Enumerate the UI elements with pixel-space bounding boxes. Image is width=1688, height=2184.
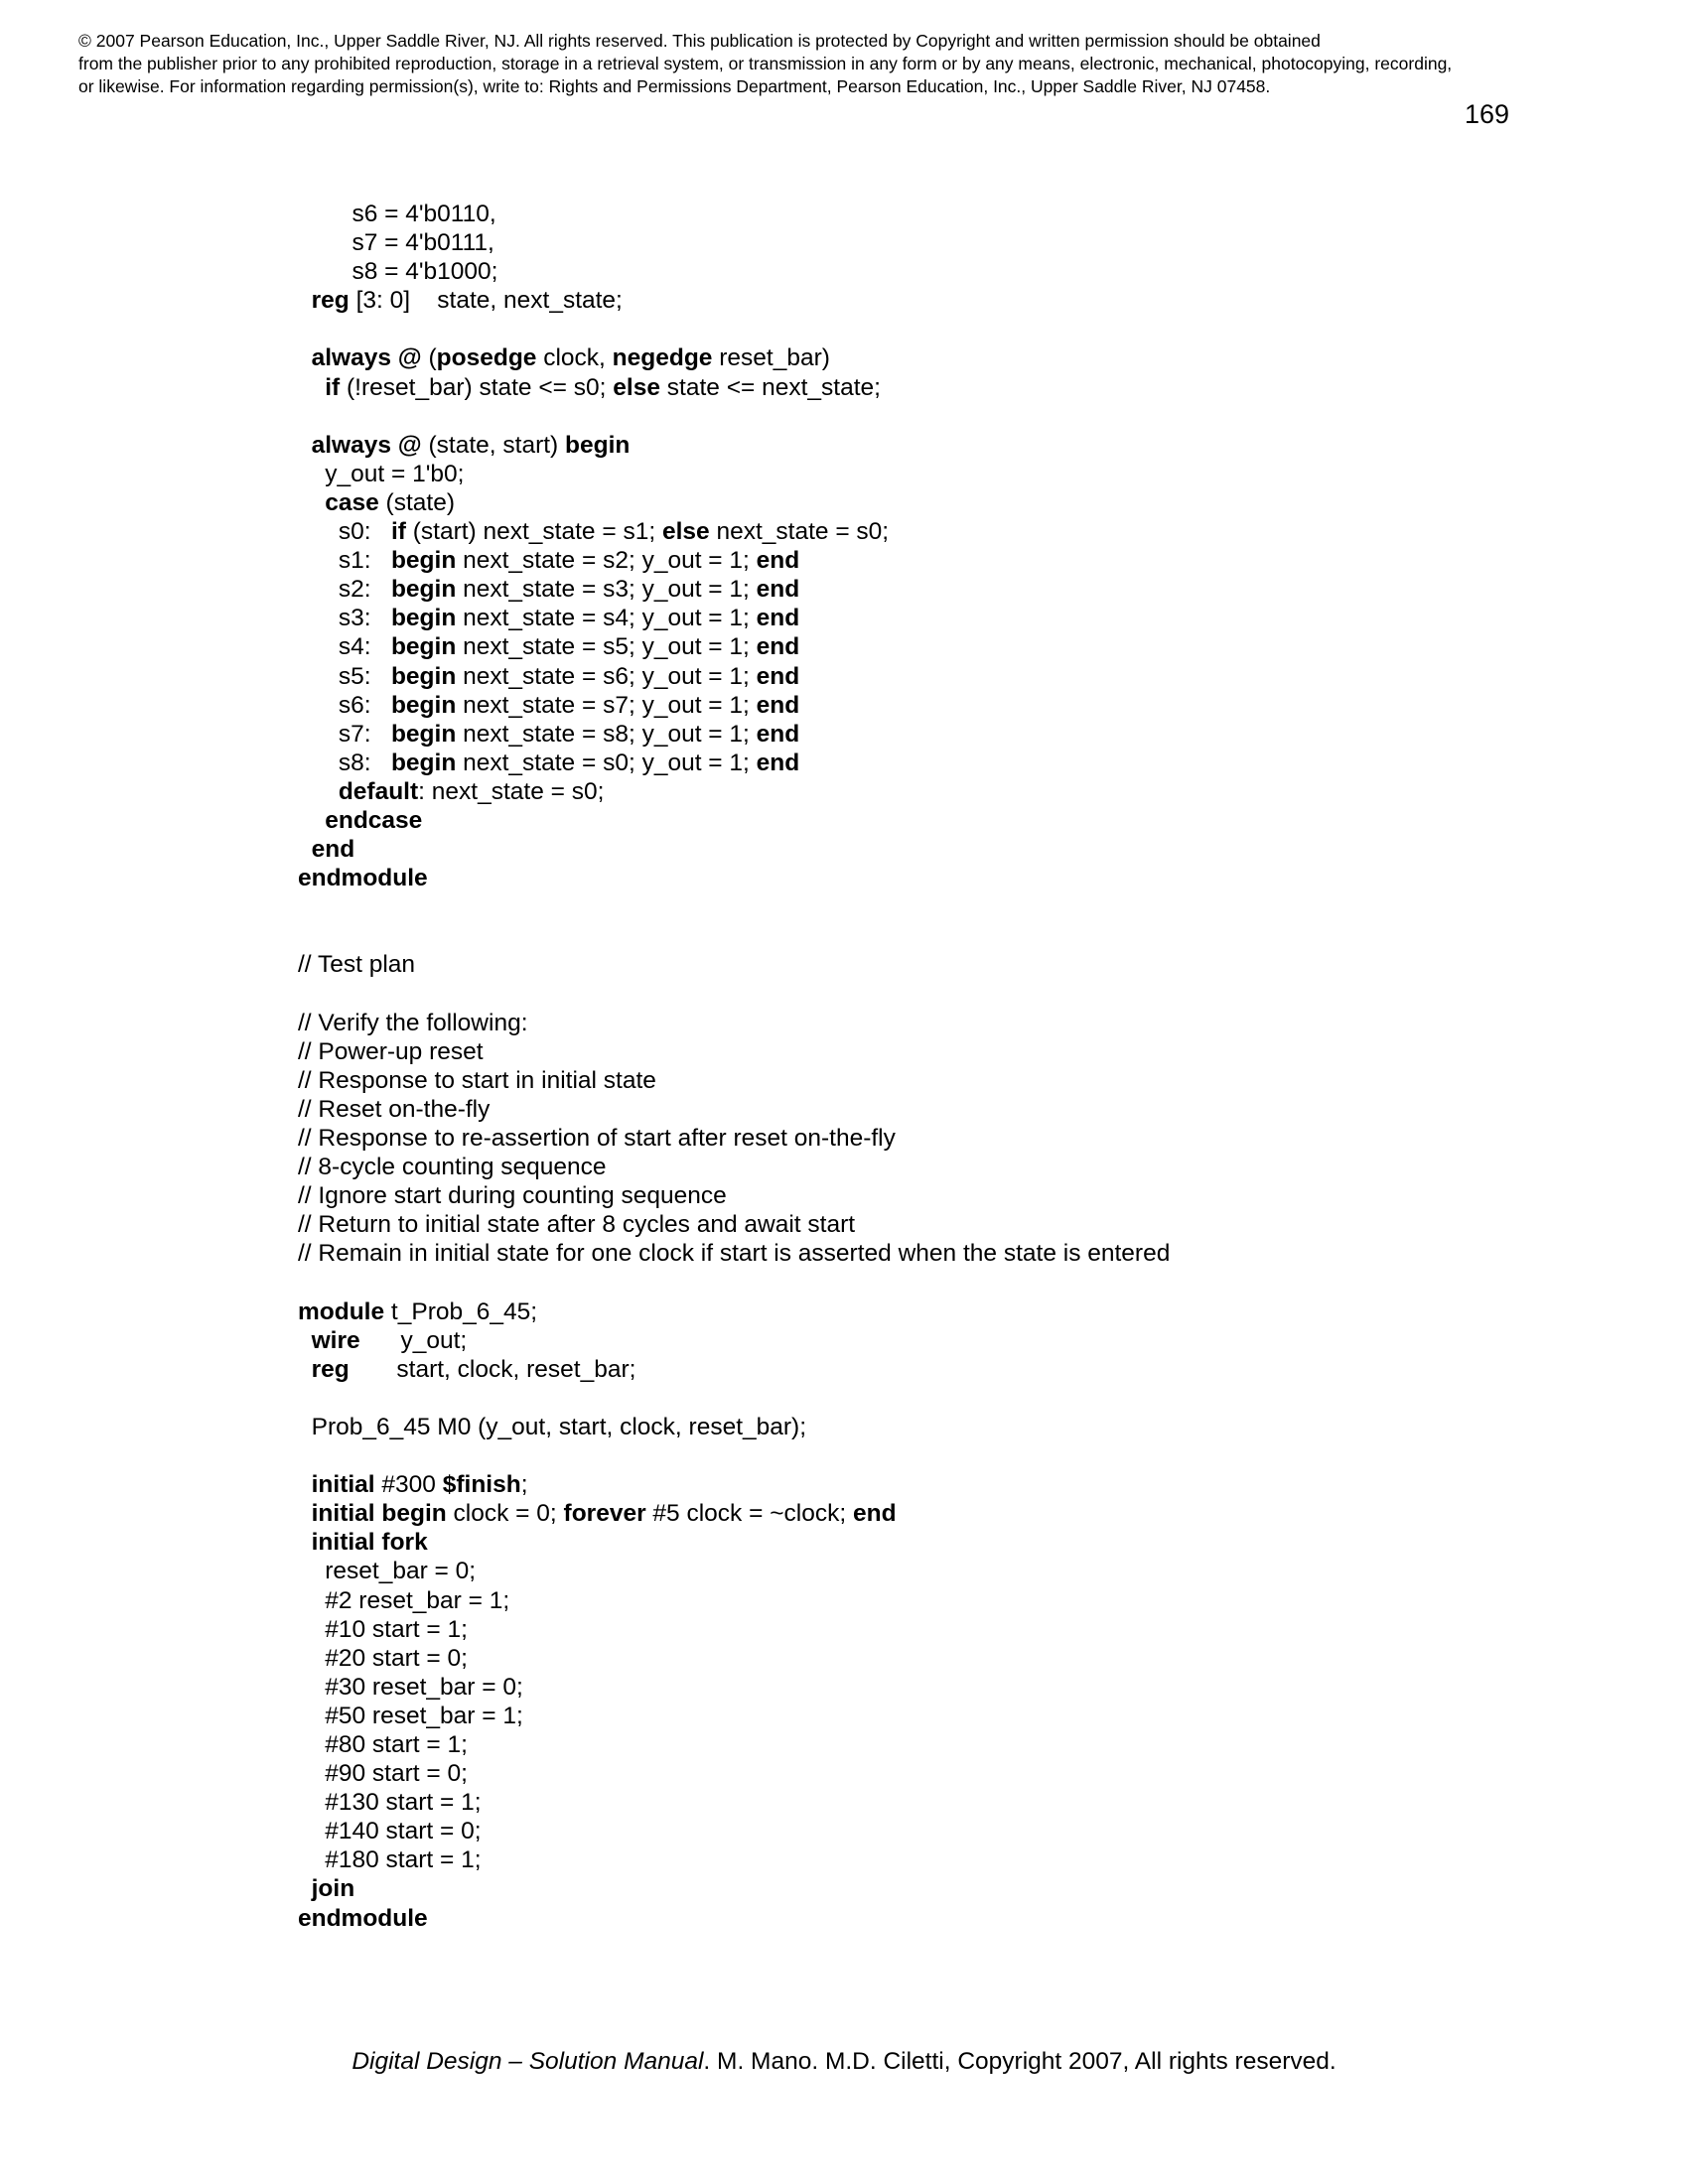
- code-keyword: begin: [565, 431, 631, 459]
- code-keyword: end: [852, 1500, 897, 1528]
- copyright-notice: [78, 30, 1627, 98]
- code-keyword: if: [325, 373, 341, 401]
- code-text: #10 start = 1;: [298, 1615, 468, 1643]
- code-keyword: else: [661, 518, 710, 546]
- code-keyword: end: [756, 662, 800, 690]
- code-keyword: begin: [390, 633, 457, 661]
- code-keyword: posedge: [436, 344, 537, 372]
- code-line: [298, 1326, 1170, 1355]
- code-line: [298, 1845, 1170, 1874]
- code-line: [298, 1904, 1170, 1933]
- code-line: [298, 1817, 1170, 1845]
- code-line: [298, 1586, 1170, 1615]
- code-text: [298, 489, 325, 516]
- code-line: [298, 1644, 1170, 1673]
- code-keyword: initial: [311, 1471, 375, 1499]
- code-text: next_state = s7; y_out = 1;: [456, 691, 757, 719]
- code-text: s4:: [298, 633, 391, 661]
- code-text: #2 reset_bar = 1;: [298, 1586, 510, 1614]
- code-text: ;: [520, 1471, 528, 1499]
- code-line: [298, 1673, 1170, 1702]
- code-text: [298, 1327, 312, 1354]
- copyright-line-3: or likewise. For information regarding permission(s), write to: Rights and Permissions Department, Pearson Education, Inc., Upper Saddle River, NJ 07458.: [78, 76, 1271, 96]
- code-text: y_out = 1'b0;: [298, 460, 465, 487]
- code-text: s1:: [298, 547, 391, 575]
- code-keyword: end: [756, 749, 800, 776]
- code-line: [298, 1009, 1170, 1037]
- code-line: [298, 402, 1170, 431]
- code-keyword: begin: [390, 749, 457, 776]
- code-keyword: end: [756, 605, 800, 632]
- code-text: #90 start = 0;: [298, 1760, 468, 1788]
- code-text: t_Prob_6_45;: [384, 1297, 538, 1325]
- code-text: Prob_6_45 M0 (y_out, start, clock, reset_bar);: [298, 1413, 807, 1440]
- code-line: [298, 1153, 1170, 1181]
- code-text: // Response to re-assertion of start after reset on-the-fly: [298, 1125, 896, 1152]
- code-text: (!reset_bar) state <= s0;: [340, 373, 614, 401]
- code-text: reset_bar = 0;: [298, 1558, 477, 1585]
- code-line: [298, 460, 1170, 488]
- code-text: s7:: [298, 720, 391, 748]
- code-line: [298, 892, 1170, 921]
- code-line: [298, 1239, 1170, 1268]
- code-keyword: negedge: [612, 344, 713, 372]
- code-keyword: end: [756, 633, 800, 661]
- code-line: [298, 604, 1170, 632]
- code-keyword: endcase: [325, 806, 423, 834]
- code-line: [298, 980, 1170, 1009]
- code-line: [298, 343, 1170, 372]
- code-line: [298, 806, 1170, 835]
- code-text: next_state = s2; y_out = 1;: [456, 547, 757, 575]
- code-line: [298, 1730, 1170, 1759]
- verilog-code-block: [298, 200, 1170, 1933]
- code-text: s6:: [298, 691, 391, 719]
- code-line: [298, 1441, 1170, 1470]
- code-keyword: module: [298, 1297, 385, 1325]
- code-line: [298, 228, 1170, 257]
- code-text: // Verify the following:: [298, 1009, 528, 1036]
- code-text: s8 = 4'b1000;: [298, 258, 498, 286]
- code-line: [298, 1788, 1170, 1817]
- footer-book-title: Digital Design – Solution Manual: [352, 2048, 704, 2075]
- code-line: [298, 864, 1170, 892]
- code-text: #50 reset_bar = 1;: [298, 1702, 523, 1729]
- copyright-line-2: from the publisher prior to any prohibited reproduction, storage in a retrieval system, or transmission in any form or by any means, electronic, mechanical, photocopying, recording,: [78, 54, 1453, 73]
- code-keyword: end: [756, 547, 800, 575]
- code-text: #5 clock = ~clock;: [645, 1500, 853, 1528]
- footer-credits: . M. Mano. M.D. Ciletti, Copyright 2007, All rights reserved.: [703, 2048, 1336, 2075]
- code-text: next_state = s8; y_out = 1;: [456, 720, 757, 748]
- code-line: [298, 1874, 1170, 1903]
- code-line: [298, 1528, 1170, 1557]
- code-keyword: begin: [390, 547, 457, 575]
- code-line: [298, 1095, 1170, 1124]
- code-text: [298, 778, 339, 805]
- code-text: (: [421, 344, 437, 372]
- code-keyword: join: [311, 1875, 355, 1903]
- footer: [0, 2048, 1688, 2076]
- code-keyword: end: [756, 576, 800, 604]
- code-text: (start) next_state = s1;: [405, 518, 662, 546]
- code-keyword: begin: [390, 605, 457, 632]
- code-text: y_out;: [359, 1326, 468, 1354]
- code-keyword: else: [613, 373, 660, 401]
- code-text: s6 = 4'b0110,: [298, 201, 496, 227]
- code-line: [298, 1702, 1170, 1730]
- code-text: [298, 1500, 312, 1527]
- code-text: #30 reset_bar = 0;: [298, 1673, 523, 1701]
- code-line: [298, 517, 1170, 546]
- code-line: [298, 1759, 1170, 1788]
- code-keyword: default: [338, 777, 419, 805]
- code-text: s0:: [298, 518, 391, 546]
- code-line: [298, 632, 1170, 661]
- code-text: [298, 1529, 312, 1556]
- code-text: // Ignore start during counting sequence: [298, 1182, 727, 1210]
- code-text: next_state = s0; y_out = 1;: [456, 749, 757, 776]
- code-text: next_state = s6; y_out = 1;: [456, 662, 757, 690]
- code-text: [298, 344, 312, 371]
- code-text: #130 start = 1;: [298, 1789, 482, 1817]
- code-text: #80 start = 1;: [298, 1730, 468, 1758]
- code-text: // Test plan: [298, 951, 416, 979]
- code-keyword: reg: [311, 1355, 350, 1383]
- code-keyword: begin: [390, 691, 457, 719]
- code-line: [298, 749, 1170, 777]
- code-keyword: endmodule: [298, 1904, 428, 1932]
- code-line: [298, 1037, 1170, 1066]
- code-line: [298, 1268, 1170, 1297]
- code-line: [298, 1355, 1170, 1384]
- code-text: start, clock, reset_bar;: [349, 1355, 636, 1383]
- code-text: (state): [378, 488, 455, 516]
- code-line: [298, 835, 1170, 864]
- code-text: reset_bar): [712, 344, 830, 372]
- code-keyword: begin: [390, 662, 457, 690]
- code-text: // Remain in initial state for one clock if start is asserted when the state is entered: [298, 1240, 1171, 1268]
- code-line: [298, 315, 1170, 343]
- code-text: (state, start): [421, 431, 566, 459]
- code-text: next_state = s0;: [709, 518, 890, 546]
- code-keyword: end: [756, 691, 800, 719]
- code-line: [298, 257, 1170, 286]
- code-text: // Response to start in initial state: [298, 1066, 656, 1094]
- code-text: [298, 1875, 312, 1902]
- code-text: [298, 1471, 312, 1498]
- code-line: [298, 488, 1170, 517]
- code-text: #180 start = 1;: [298, 1846, 482, 1874]
- code-line: [298, 1124, 1170, 1153]
- code-text: : next_state = s0;: [418, 777, 605, 805]
- code-keyword: begin: [390, 576, 457, 604]
- code-text: [298, 807, 325, 834]
- code-line: [298, 950, 1170, 979]
- code-keyword: wire: [311, 1326, 360, 1354]
- code-text: [298, 836, 312, 863]
- code-text: [298, 374, 325, 401]
- code-text: #20 start = 0;: [298, 1644, 468, 1672]
- code-keyword: always @: [311, 344, 422, 372]
- code-keyword: begin: [390, 720, 457, 748]
- code-line: [298, 777, 1170, 806]
- code-line: [298, 373, 1170, 402]
- code-text: [298, 432, 312, 459]
- code-line: [298, 1210, 1170, 1239]
- code-text: // Return to initial state after 8 cycles and await start: [298, 1211, 856, 1239]
- code-line: [298, 286, 1170, 315]
- code-keyword: end: [311, 836, 355, 864]
- code-line: [298, 921, 1170, 950]
- page-number: 169: [1464, 99, 1509, 129]
- code-keyword: reg: [311, 287, 350, 315]
- code-text: [3: 0] state, next_state;: [349, 287, 623, 315]
- code-text: clock = 0;: [446, 1500, 564, 1528]
- code-line: [298, 200, 1170, 228]
- code-line: [298, 1066, 1170, 1095]
- code-line: [298, 1615, 1170, 1644]
- code-text: s2:: [298, 576, 391, 604]
- code-line: [298, 575, 1170, 604]
- code-keyword: forever: [563, 1500, 646, 1528]
- code-line: [298, 431, 1170, 460]
- code-text: s5:: [298, 662, 391, 690]
- code-text: [298, 287, 312, 314]
- code-text: state <= next_state;: [659, 373, 881, 401]
- code-keyword: always @: [311, 431, 422, 459]
- code-line: [298, 1181, 1170, 1210]
- code-text: next_state = s5; y_out = 1;: [456, 633, 757, 661]
- copyright-line-1: © 2007 Pearson Education, Inc., Upper Saddle River, NJ. All rights reserved. This publication is protected by Copyright and written permission should be obtained: [78, 31, 1321, 51]
- code-keyword: end: [756, 720, 800, 748]
- code-line: [298, 1413, 1170, 1441]
- code-text: // Reset on-the-fly: [298, 1095, 491, 1123]
- code-line: [298, 1557, 1170, 1585]
- code-line: [298, 1470, 1170, 1499]
- code-text: s3:: [298, 605, 391, 632]
- code-text: clock,: [536, 344, 613, 372]
- code-keyword: if: [390, 518, 406, 546]
- code-text: // 8-cycle counting sequence: [298, 1154, 607, 1181]
- code-keyword: initial begin: [311, 1500, 447, 1528]
- code-line: [298, 1499, 1170, 1528]
- code-text: #300: [374, 1471, 443, 1499]
- code-text: next_state = s3; y_out = 1;: [456, 576, 757, 604]
- code-text: s8:: [298, 749, 391, 776]
- code-text: #140 start = 0;: [298, 1818, 482, 1845]
- code-keyword: $finish: [442, 1471, 521, 1499]
- code-line: [298, 662, 1170, 691]
- code-line: [298, 720, 1170, 749]
- code-line: [298, 546, 1170, 575]
- code-text: // Power-up reset: [298, 1037, 484, 1065]
- code-keyword: initial fork: [311, 1529, 428, 1557]
- code-keyword: endmodule: [298, 865, 428, 892]
- code-text: s7 = 4'b0111,: [298, 229, 494, 257]
- code-text: next_state = s4; y_out = 1;: [456, 605, 757, 632]
- code-line: [298, 1384, 1170, 1413]
- code-line: [298, 691, 1170, 720]
- code-text: [298, 1356, 312, 1383]
- code-line: [298, 1297, 1170, 1326]
- code-keyword: case: [325, 488, 379, 516]
